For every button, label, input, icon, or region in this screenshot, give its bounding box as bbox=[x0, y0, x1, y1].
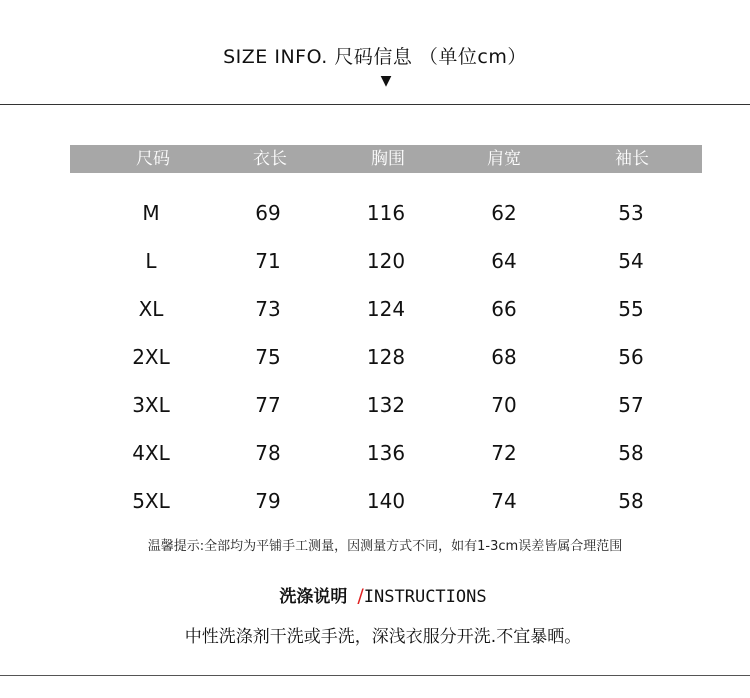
cell-shoulder: 70 bbox=[491, 393, 517, 417]
cell-sleeve: 53 bbox=[618, 201, 644, 225]
table-row bbox=[0, 198, 750, 228]
table-row bbox=[0, 342, 750, 372]
instructions-heading bbox=[0, 582, 750, 607]
cell-length: 71 bbox=[255, 249, 281, 273]
cell-length: 77 bbox=[255, 393, 281, 417]
cell-size: 2XL bbox=[132, 345, 170, 369]
header-chest: 胸围 bbox=[371, 149, 405, 169]
instructions-title-en: INSTRUCTIONS bbox=[363, 587, 487, 607]
cell-shoulder: 72 bbox=[491, 441, 517, 465]
cell-shoulder: 74 bbox=[491, 489, 517, 513]
table-row bbox=[0, 390, 750, 420]
cell-size: 3XL bbox=[132, 393, 170, 417]
triangle-down-icon: ▼ bbox=[380, 73, 392, 89]
bottom-divider bbox=[0, 675, 750, 676]
top-divider bbox=[0, 104, 750, 105]
cell-chest: 132 bbox=[366, 393, 406, 417]
cell-sleeve: 56 bbox=[618, 345, 644, 369]
instructions-title-cn: 洗涤说明 bbox=[279, 587, 348, 607]
cell-sleeve: 55 bbox=[618, 297, 644, 321]
cell-length: 79 bbox=[255, 489, 281, 513]
cell-sleeve: 54 bbox=[618, 249, 644, 273]
cell-length: 69 bbox=[255, 201, 281, 225]
cell-size: M bbox=[142, 201, 160, 225]
page-title: SIZE INFO. 尺码信息 （单位cm） bbox=[223, 46, 527, 68]
table-row bbox=[0, 486, 750, 516]
cell-length: 78 bbox=[255, 441, 281, 465]
cell-size: 4XL bbox=[132, 441, 170, 465]
cell-shoulder: 68 bbox=[491, 345, 517, 369]
cell-sleeve: 58 bbox=[618, 489, 644, 513]
cell-shoulder: 62 bbox=[491, 201, 517, 225]
cell-shoulder: 64 bbox=[491, 249, 517, 273]
cell-size: XL bbox=[138, 297, 164, 321]
header-size: 尺码 bbox=[136, 149, 170, 169]
cell-chest: 128 bbox=[366, 345, 406, 369]
care-instructions-text: 中性洗涤剂干洗或手洗，深浅衣服分开洗.不宜暴晒。 bbox=[184, 627, 582, 647]
table-row bbox=[0, 438, 750, 468]
cell-chest: 120 bbox=[366, 249, 406, 273]
cell-chest: 124 bbox=[366, 297, 406, 321]
cell-sleeve: 58 bbox=[618, 441, 644, 465]
cell-shoulder: 66 bbox=[491, 297, 517, 321]
header-shoulder: 肩宽 bbox=[487, 149, 521, 169]
cell-length: 75 bbox=[255, 345, 281, 369]
measurement-note: 温馨提示:全部均为平铺手工测量，因测量方式不同，如有1-3cm误差皆属合理范围 bbox=[147, 539, 623, 554]
cell-length: 73 bbox=[255, 297, 281, 321]
cell-chest: 140 bbox=[366, 489, 406, 513]
header-sleeve: 袖长 bbox=[615, 149, 649, 169]
cell-chest: 116 bbox=[366, 201, 406, 225]
header-length: 衣长 bbox=[253, 149, 287, 169]
size-table-header bbox=[70, 145, 702, 173]
table-row bbox=[0, 246, 750, 276]
cell-size: 5XL bbox=[132, 489, 170, 513]
instructions-slash: / bbox=[357, 585, 364, 607]
cell-size: L bbox=[145, 249, 157, 273]
cell-chest: 136 bbox=[366, 441, 406, 465]
cell-sleeve: 57 bbox=[618, 393, 644, 417]
table-row bbox=[0, 294, 750, 324]
